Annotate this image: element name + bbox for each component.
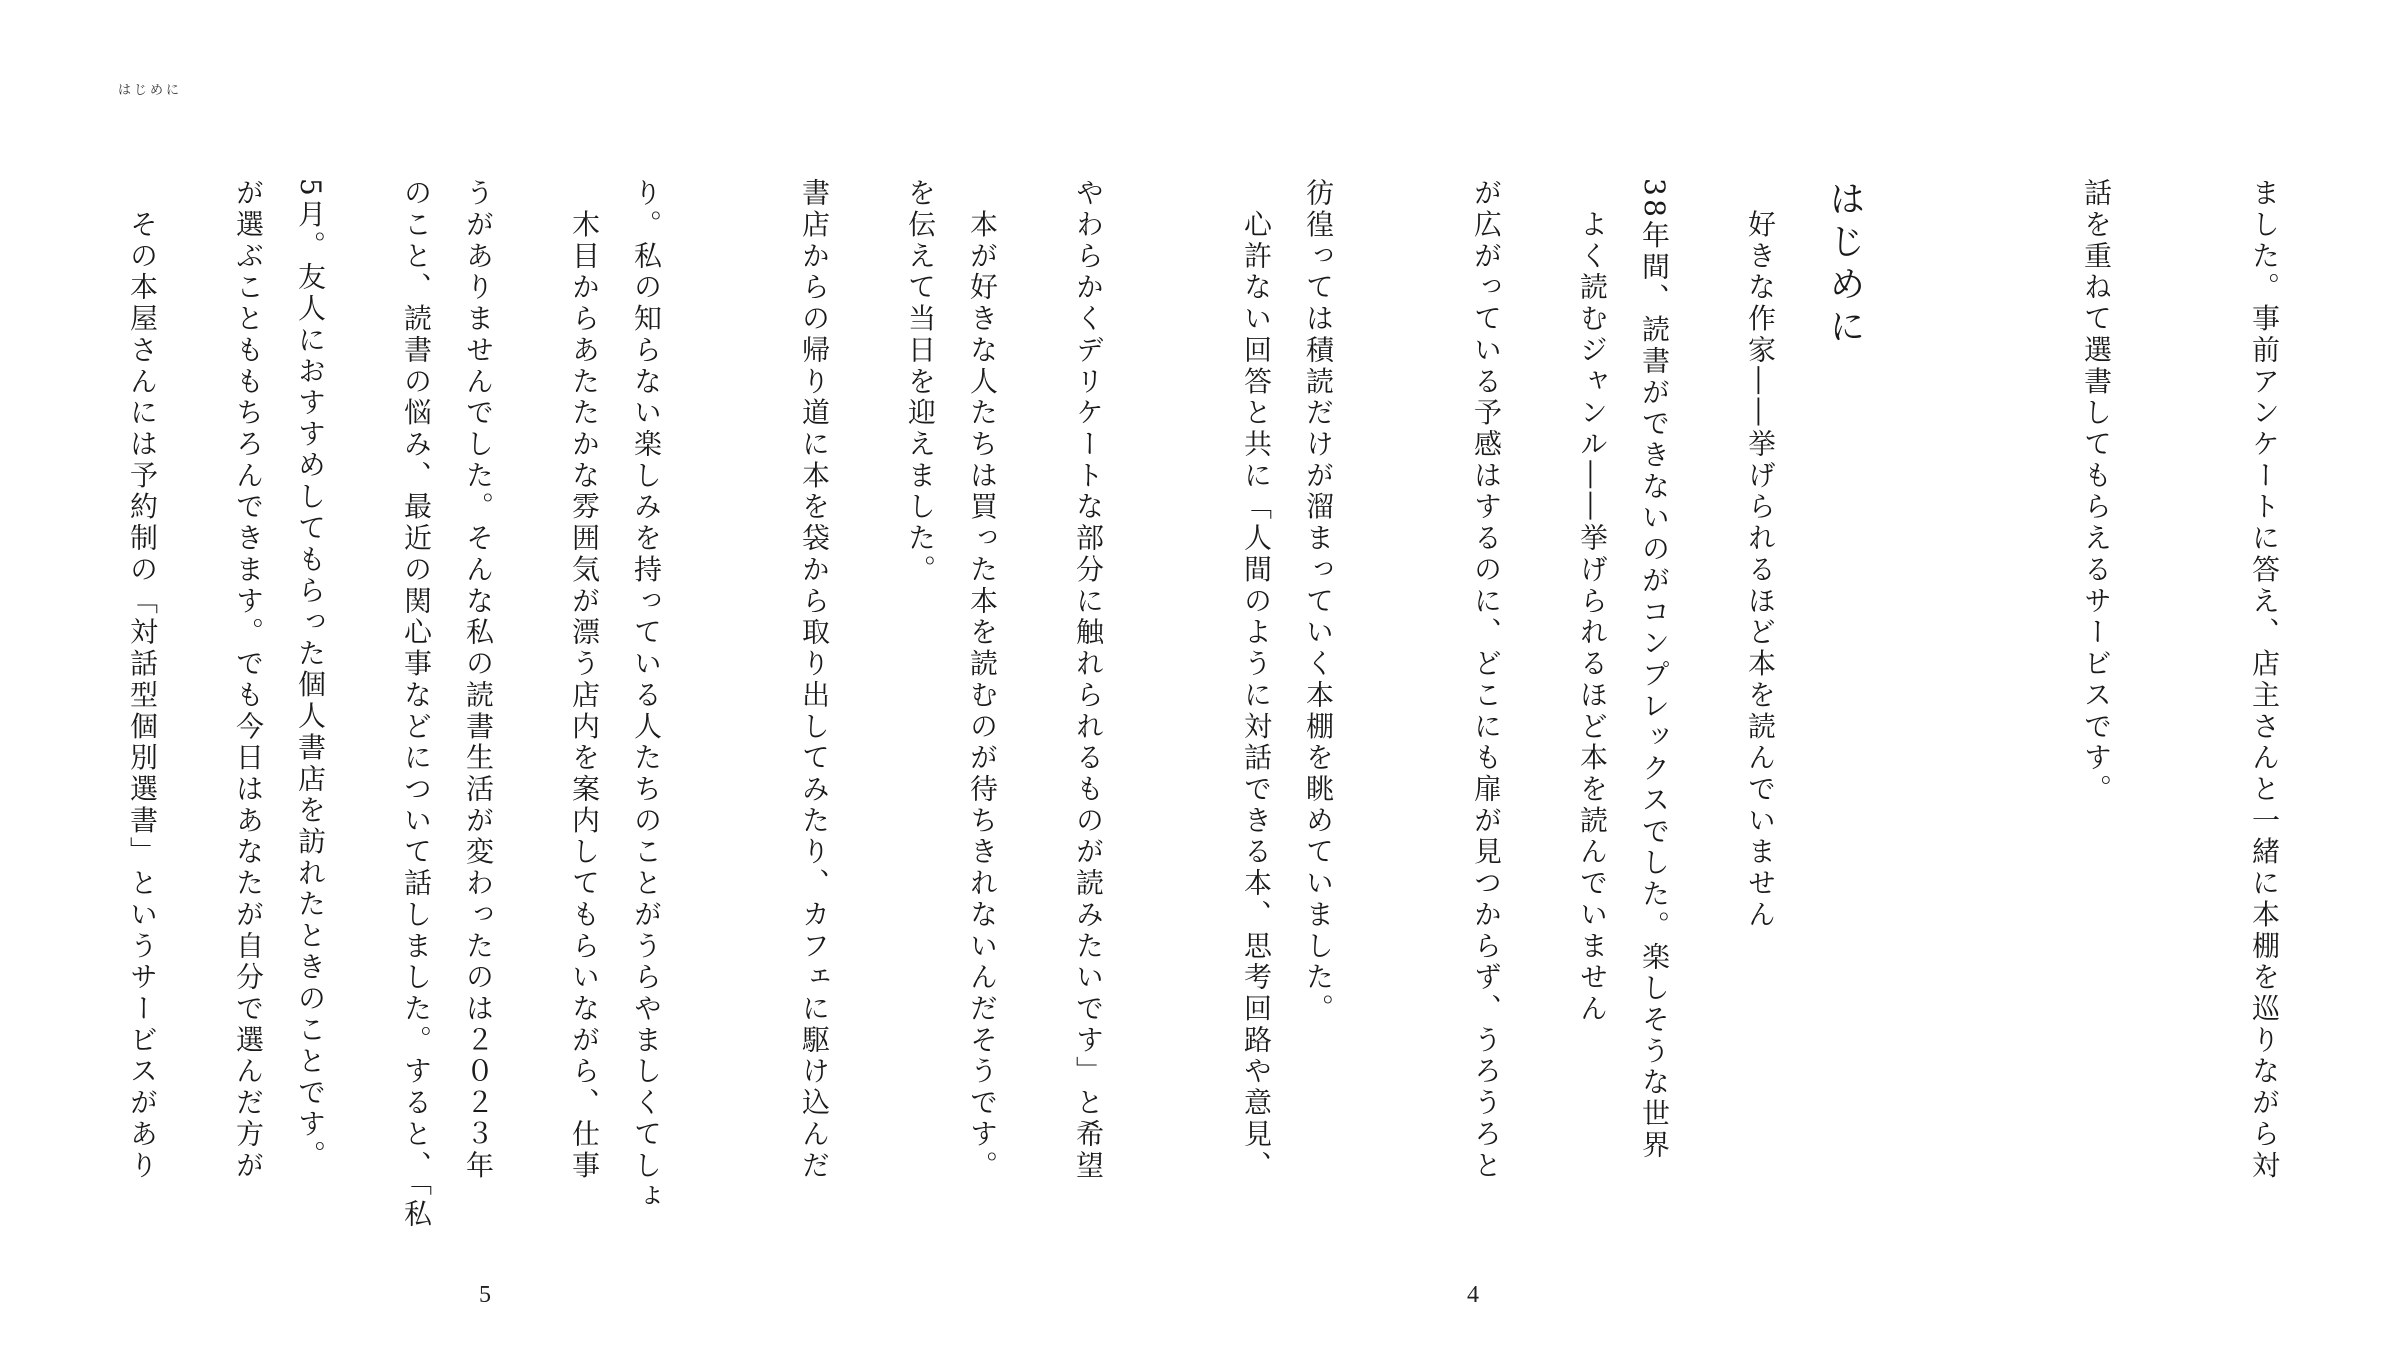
- body-line: が選ぶことももちろんできます。でも今日はあなたが自分で選んだ方が: [232, 178, 265, 1182]
- body-line: 38年間、読書ができないのがコンプレックスでした。楽しそうな世界: [1638, 178, 1671, 1162]
- body-line: 木目からあたたかな雰囲気が漂う店内を案内してもらいながら、仕事: [568, 178, 601, 1182]
- body-line: 心許ない回答と共に「人間のように対話できる本、思考回路や意見、: [1240, 178, 1273, 1182]
- body-line: が広がっている予感はするのに、どこにも扉が見つからず、うろうろと: [1470, 178, 1503, 1182]
- chapter-title: はじめに: [1824, 180, 1865, 350]
- body-line-blank: [1122, 178, 1178, 1213]
- body-line: よく読むジャンル――挙げられるほど本を読んでいません: [1576, 178, 1609, 1025]
- body-line: ました。事前アンケートに答え、店主さんと一緒に本棚を巡りながら対: [2248, 178, 2281, 1182]
- right-page-body: [2, 178, 1794, 1213]
- body-line: 本が好きな人たちは買った本を読むのが待ちきれないんだそうです。: [966, 178, 999, 1182]
- page-number: 4: [1467, 1282, 1479, 1308]
- body-line: を伝えて当日を迎えました。: [904, 178, 937, 586]
- body-line: 彷徨っては積読だけが溜まっていく本棚を眺めていました。: [1302, 178, 1335, 1025]
- body-line: 話を重ねて選書してもらえるサービスです。: [2080, 178, 2113, 806]
- body-line: 好きな作家――挙げられるほど本を読んでいません: [1744, 178, 1777, 931]
- body-line: のこと、読書の悩み、最近の関心事などについて話しました。すると、「私: [400, 178, 433, 1231]
- body-line: り。私の知らない楽しみを持っている人たちのことがうらやましくてしょ: [630, 178, 663, 1213]
- body-line: 書店からの帰り道に本を袋から取り出してみたり、カフェに駆け込んだ: [798, 178, 831, 1182]
- body-line: 5月。友人におすすめしてもらった個人書店を訪れたときのことです。: [294, 178, 327, 1172]
- body-line: その本屋さんには予約制の「対話型個別選書」というサービスがあり: [126, 178, 159, 1182]
- body-line: やわらかくデリケートな部分に触れられるものが読みたいです」と希望: [1072, 178, 1105, 1182]
- running-head: はじめに: [118, 83, 183, 98]
- body-line: うがありませんでした。そんな私の読書生活が変わったのは２０２３年: [462, 178, 495, 1182]
- page-number: 5: [479, 1282, 491, 1308]
